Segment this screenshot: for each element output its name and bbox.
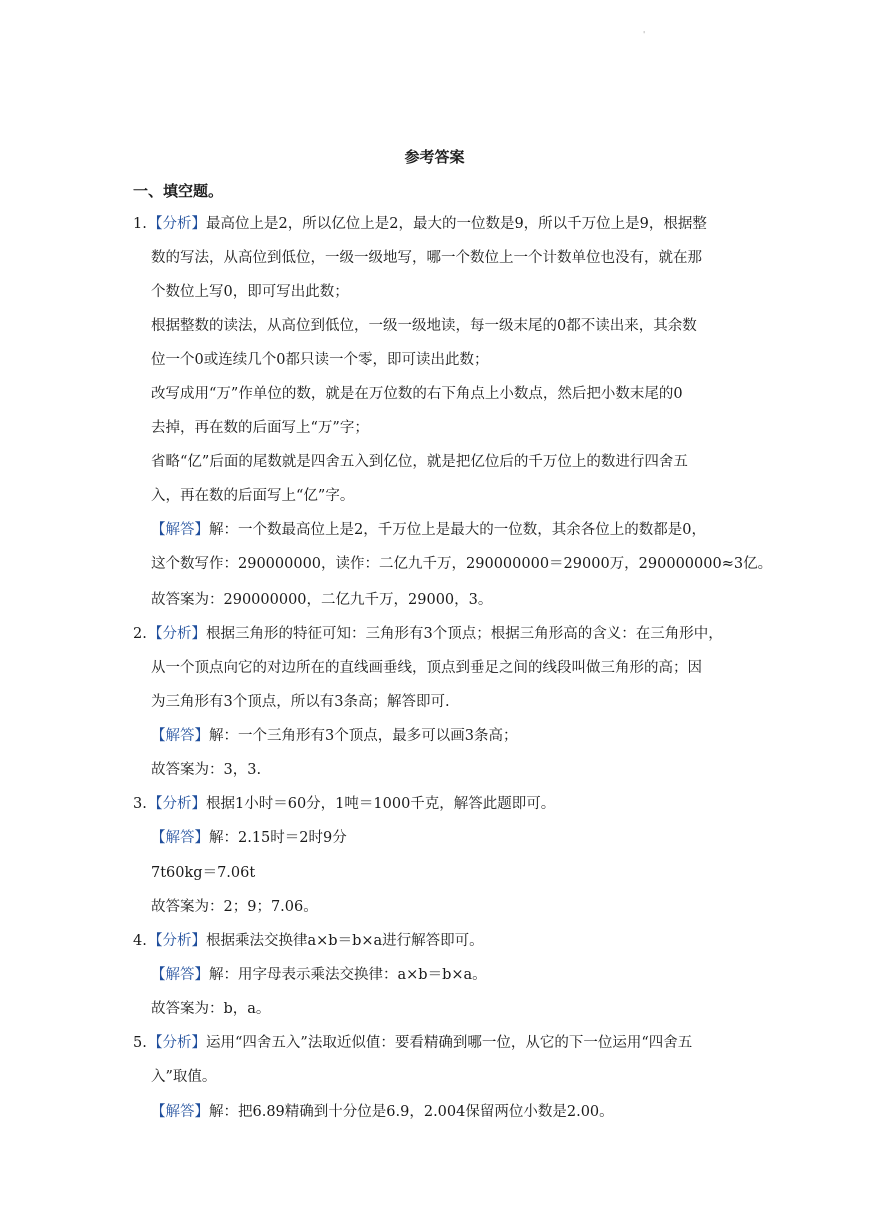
answer-line: 故答案为：3，3.	[151, 762, 262, 778]
analysis-line: 从一个顶点向它的对边所在的直线画垂线，顶点到垂足之间的线段叫做三角形的高；因	[151, 660, 702, 676]
analysis-line: 个数位上写0，即可写出此数；	[151, 284, 349, 300]
analysis-line: 根据整数的读法，从高位到低位，一级一级地读，每一级末尾的0都不读出来，其余数	[151, 318, 697, 334]
analysis-text: 根据三角形的特征可知：三角形有3个顶点；根据三角形高的含义：在三角形中，	[206, 626, 723, 642]
analysis-line: 入，再在数的后面写上“亿”字。	[151, 488, 355, 504]
analysis-line	[148, 214, 707, 234]
answer-tag: 【解答】	[151, 1104, 209, 1120]
analysis-line	[148, 931, 484, 951]
analysis-tag: 【分析】	[148, 216, 206, 232]
answer-line: 故答案为：2；9；7.06。	[151, 899, 318, 915]
analysis-line: 为三角形有3个顶点，所以有3条高；解答即可.	[151, 694, 450, 710]
header-mark: '	[643, 30, 646, 39]
answer-line: 这个数写作：290000000，读作：二亿九千万，290000000＝29000万，290000000≈3亿。	[151, 556, 773, 572]
answer-line	[151, 520, 706, 540]
answer-tag: 【解答】	[151, 967, 209, 983]
analysis-line: 省略“亿”后面的尾数就是四舍五入到亿位，就是把亿位后的千万位上的数进行四舍五	[151, 454, 688, 470]
analysis-text: 运用“四舍五入”法取近似值：要看精确到哪一位，从它的下一位运用“四舍五	[206, 1035, 693, 1051]
item-number: 5.	[133, 1035, 147, 1051]
analysis-line	[148, 794, 555, 814]
analysis-tag: 【分析】	[148, 796, 206, 812]
answer-line	[151, 965, 487, 985]
analysis-text: 根据乘法交换律a×b＝b×a进行解答即可。	[206, 933, 484, 949]
answer-text: 解：2.15时＝2时9分	[209, 830, 347, 846]
analysis-line: 入”取值。	[151, 1069, 217, 1085]
item-number: 1.	[133, 216, 147, 232]
answer-text: 解：一个数最高位上是2，千万位上是最大的一位数，其余各位上的数都是0，	[209, 522, 706, 538]
answer-tag: 【解答】	[151, 728, 209, 744]
answer-line: 故答案为：b，a。	[151, 1001, 271, 1017]
analysis-line: 改写成用“万”作单位的数，就是在万位数的右下角点上小数点，然后把小数末尾的0	[151, 386, 683, 402]
analysis-line	[148, 624, 723, 644]
analysis-tag: 【分析】	[148, 626, 206, 642]
answer-tag: 【解答】	[151, 522, 209, 538]
answer-line	[151, 828, 347, 848]
item-number: 3.	[133, 796, 147, 812]
analysis-line	[148, 1033, 692, 1053]
answer-line	[151, 726, 517, 746]
answer-tag: 【解答】	[151, 830, 209, 846]
section-heading: 一、填空题。	[133, 182, 224, 200]
answer-line	[151, 1102, 614, 1122]
analysis-text: 最高位上是2，所以亿位上是2，最大的一位数是9，所以千万位上是9，根据整	[206, 216, 707, 232]
answer-line: 故答案为：290000000，二亿九千万，29000，3。	[151, 592, 493, 608]
answer-text: 解：用字母表示乘法交换律：a×b＝b×a。	[209, 967, 487, 983]
answer-text: 解：把6.89精确到十分位是6.9，2.004保留两位小数是2.00。	[209, 1104, 614, 1120]
answer-text: 解：一个三角形有3个顶点，最多可以画3条高；	[209, 728, 518, 744]
analysis-line: 数的写法，从高位到低位，一级一级地写，哪一个数位上一个计数单位也没有，就在那	[151, 250, 702, 266]
analysis-line: 位一个0或连续几个0都只读一个零，即可读出此数；	[151, 352, 489, 368]
analysis-line: 去掉，再在数的后面写上“万”字；	[151, 420, 369, 436]
answer-line: 7t60kg＝7.06t	[151, 865, 256, 881]
analysis-tag: 【分析】	[148, 1035, 206, 1051]
item-number: 4.	[133, 933, 147, 949]
analysis-text: 根据1小时＝60分，1吨＝1000千克，解答此题即可。	[206, 796, 556, 812]
analysis-tag: 【分析】	[148, 933, 206, 949]
page-title: 参考答案	[404, 148, 465, 166]
item-number: 2.	[133, 626, 147, 642]
